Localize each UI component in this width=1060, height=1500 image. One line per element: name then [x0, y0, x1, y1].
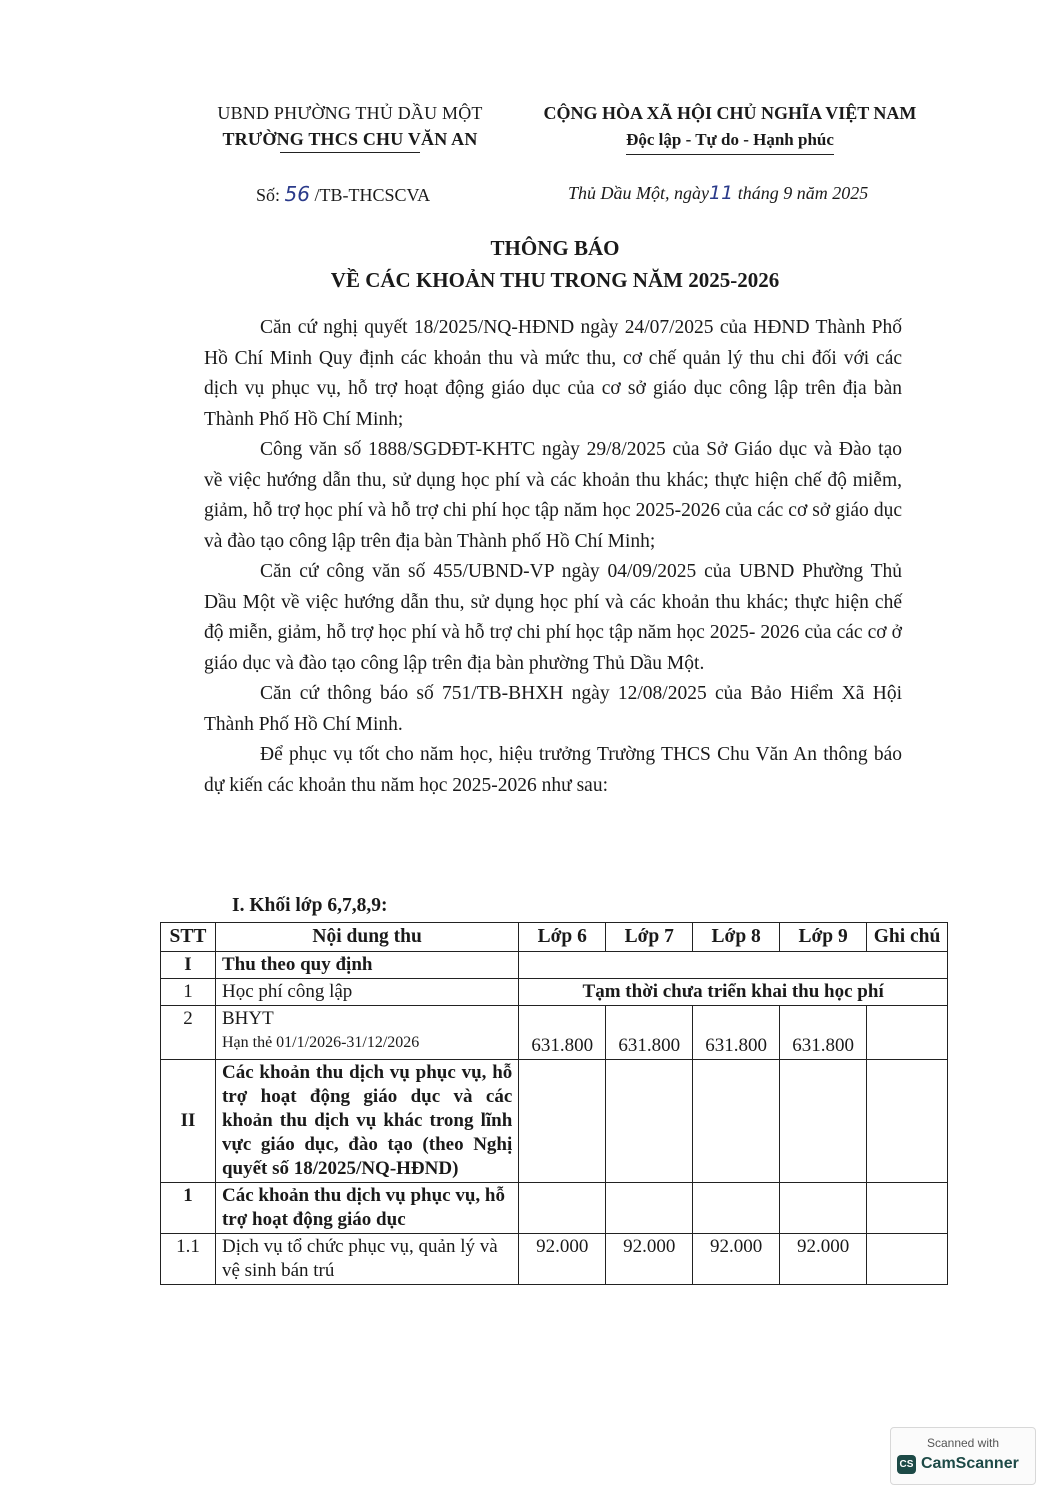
day-handwritten: 11	[709, 182, 734, 204]
value-grade9: 92.000	[780, 1234, 867, 1285]
value-note	[867, 1060, 948, 1183]
table-row	[161, 1006, 948, 1060]
value-grade6	[519, 1060, 606, 1183]
table-row	[161, 979, 948, 1006]
place-date	[568, 182, 868, 204]
value-grade9	[780, 1060, 867, 1183]
col-header-grade6: Lớp 6	[519, 923, 606, 952]
place-date-prefix: Thủ Dầu Một, ngày	[568, 183, 709, 203]
national-motto: Độc lập - Tự do - Hạnh phúc	[626, 127, 834, 155]
row-note-span: Tạm thời chưa triển khai thu học phí	[519, 979, 948, 1006]
scanned-with-text: Scanned with	[926, 1436, 1000, 1450]
doc-number-prefix: Số:	[256, 185, 285, 205]
row-content: Thu theo quy định	[215, 952, 518, 979]
value-grade7: 631.800	[606, 1006, 693, 1060]
value-grade7	[606, 1060, 693, 1183]
value-note	[867, 1006, 948, 1060]
doc-number-handwritten: 56	[284, 182, 310, 206]
row-stt: II	[161, 1060, 216, 1183]
row-stt: I	[161, 952, 216, 979]
paragraph: Để phục vụ tốt cho năm học, hiệu trưởng Trường THCS Chu Văn An thông báo dự kiến các khoản thu năm học 2025-2026 như sau:	[204, 744, 902, 796]
value-grade9	[780, 1183, 867, 1234]
value-note	[867, 1183, 948, 1234]
document-body	[204, 313, 902, 801]
issuer-underline	[280, 152, 420, 153]
issuer-school: TRƯỜNG THCS CHU VĂN AN	[222, 129, 478, 149]
national-motto-block	[520, 100, 940, 155]
paragraph: Căn cứ thông báo số 751/TB-BHXH ngày 12/08/2025 của Bảo Hiểm Xã Hội Thành Phố Hồ Chí Minh.	[204, 683, 902, 735]
table-header-row	[161, 923, 948, 952]
value-grade8: 631.800	[693, 1006, 780, 1060]
value-grade6: 92.000	[519, 1234, 606, 1285]
row-content: Dịch vụ tổ chức phục vụ, quản lý và vệ sinh bán trú	[215, 1234, 518, 1285]
row-content: Các khoản thu dịch vụ phục vụ, hỗ trợ hoạt động giáo dục và các khoản thu dịch vụ khác trong lĩnh vực giáo dục, đào tạo (theo Nghị quyết số 18/2025/NQ-HĐND)	[215, 1060, 518, 1183]
table-row	[161, 1234, 948, 1285]
document-title	[160, 232, 950, 296]
table-row	[161, 952, 948, 979]
row-content-sub: Hạn thẻ 01/1/2026-31/12/2026	[221, 1034, 420, 1051]
col-header-grade7: Lớp 7	[606, 923, 693, 952]
row-empty-span	[519, 952, 948, 979]
doc-number-suffix: /TB-THCSCVA	[309, 185, 431, 205]
value-note	[867, 1234, 948, 1285]
row-stt: 1.1	[161, 1234, 216, 1285]
col-header-grade8: Lớp 8	[693, 923, 780, 952]
row-stt: 1	[161, 979, 216, 1006]
issuer-block	[160, 100, 540, 153]
col-header-grade9: Lớp 9	[780, 923, 867, 952]
col-header-note: Ghi chú	[867, 923, 948, 952]
paragraph: Công văn số 1888/SGDĐT-KHTC ngày 29/8/2025 của Sở Giáo dục và Đào tạo về việc hướng dẫn thu, sử dụng học phí và các khoản thu khác; thực hiện chế độ miễm, giảm, hỗ trợ học phí và hỗ trợ chi phí học tập năm học 2025-2026 của các cơ sở giáo dục và đào tạo công lập trên địa bàn Thành phố Hồ Chí Minh;	[204, 439, 902, 552]
paragraph: Căn cứ công văn số 455/UBND-VP ngày 04/09/2025 của UBND Phường Thủ Dầu Một về việc hướng dẫn thu, sử dụng học phí và các khoản thu khác; thực hiện chế độ miễn, giảm, hỗ trợ học phí và hỗ trợ chi phí học tập năm học 2025- 2026 của các cơ ở giáo dục và đào tạo công lập trên địa bàn phường Thủ Dầu Một.	[204, 561, 902, 674]
row-content-main: BHYT	[221, 1008, 274, 1029]
place-date-suffix: tháng 9 năm 2025	[733, 183, 869, 203]
section-heading: I. Khối lớp 6,7,8,9:	[232, 895, 388, 916]
camscanner-brand: CamScanner	[921, 1455, 1019, 1472]
camscanner-logo-icon: CS	[897, 1455, 916, 1474]
value-grade6	[519, 1183, 606, 1234]
col-header-content: Nội dung thu	[215, 923, 518, 952]
camscanner-watermark	[890, 1427, 1036, 1485]
paragraph: Căn cứ nghị quyết 18/2025/NQ-HĐND ngày 24/07/2025 của HĐND Thành Phố Hồ Chí Minh Quy định các khoản thu và mức thu, cơ chế quản lý thu chi đối với các dịch vụ phục vụ, hỗ trợ hoạt động giáo dục của cơ sở giáo dục công lập trên địa bàn Thành Phố Hồ Chí Minh;	[204, 317, 902, 430]
title-line-2: VỀ CÁC KHOẢN THU TRONG NĂM 2025-2026	[330, 268, 780, 292]
row-content: Học phí công lập	[215, 979, 518, 1006]
table-row	[161, 1183, 948, 1234]
value-grade7: 92.000	[606, 1234, 693, 1285]
issuer-authority: UBND PHƯỜNG THỦ DẦU MỘT	[217, 103, 483, 123]
value-grade9: 631.800	[780, 1006, 867, 1060]
value-grade8	[693, 1183, 780, 1234]
row-stt: 2	[161, 1006, 216, 1060]
fee-table	[160, 922, 948, 1285]
national-title: CỘNG HÒA XÃ HỘI CHỦ NGHĨA VIỆT NAM	[543, 103, 917, 123]
document-number	[256, 182, 430, 206]
value-grade7	[606, 1183, 693, 1234]
col-header-stt: STT	[161, 923, 216, 952]
table-row	[161, 1060, 948, 1183]
row-stt: 1	[161, 1183, 216, 1234]
value-grade8	[693, 1060, 780, 1183]
row-content	[215, 1006, 518, 1060]
value-grade6: 631.800	[519, 1006, 606, 1060]
title-line-1: THÔNG BÁO	[490, 236, 620, 260]
value-grade8: 92.000	[693, 1234, 780, 1285]
row-content: Các khoản thu dịch vụ phục vụ, hỗ trợ hoạt động giáo dục	[215, 1183, 518, 1234]
